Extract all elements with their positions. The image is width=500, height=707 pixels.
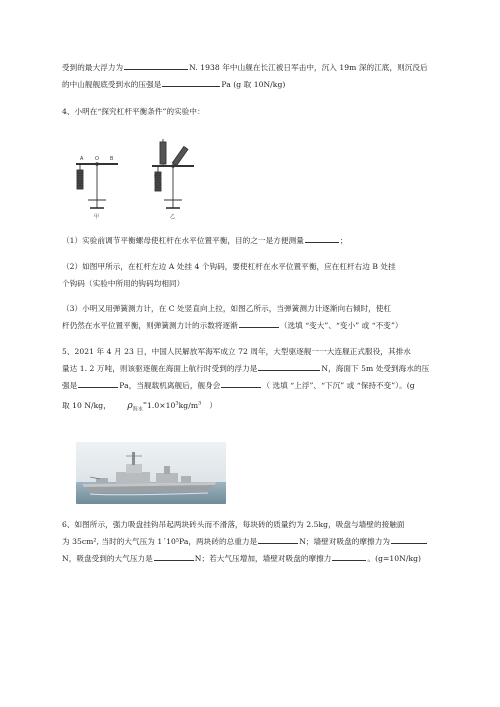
q3-line1 xyxy=(62,59,438,77)
answer-blank[interactable] xyxy=(221,378,261,388)
text: N，吸盘受到的大气压力是 xyxy=(62,554,153,563)
answer-blank[interactable] xyxy=(239,318,279,328)
q5-line2 xyxy=(62,360,438,378)
q4-part2-line2: 个钩码（实验中所用的钩码均相同） xyxy=(62,279,185,288)
q4-part2-line1: （2）如图甲所示，在杠杆左边 A 处挂 4 个钩码，要使杠杆在水平位置平衡，应在杠杆右边 B 处挂 xyxy=(62,262,396,271)
text: （1）实验前调节平衡螺母使杠杆在水平位置平衡，目的之一是方便测量 xyxy=(62,236,304,245)
text: 为 35cm², 当时的大气压为 1ˊ10⁵Pa，两块砖的总重力是 xyxy=(62,537,258,546)
label-o: O xyxy=(95,156,99,162)
exponent: 3 xyxy=(198,400,202,407)
text: N；墙壁对吸盘的摩擦力为 xyxy=(299,537,390,546)
q5-line4 xyxy=(62,397,438,416)
label-c: C xyxy=(154,174,158,180)
exponent: 3 xyxy=(175,400,179,407)
rho-symbol: ρ xyxy=(127,401,133,411)
q4-part3-line1: （3）小明又用弹簧测力计，在 C 处竖直向上拉，如图乙所示，当弹簧测力计逐渐向右倾时，使杠 xyxy=(62,304,392,313)
lever-figure-jia xyxy=(76,163,118,208)
warship-photo xyxy=(76,442,226,504)
text: Pa，当舰载机离舰后，舰身会 xyxy=(119,381,221,390)
approx-symbol: ≈ xyxy=(142,400,148,407)
text: 强是 xyxy=(62,381,78,390)
answer-blank[interactable] xyxy=(124,60,188,70)
text: ） xyxy=(209,401,217,410)
answer-blank[interactable] xyxy=(258,361,320,371)
q6-line1: 6、如图所示，强力吸盘挂钩吊起两块砖头而不滑落，每块砖的质量约为 2.5kg，吸盘与墙壁的接触面 xyxy=(62,520,405,529)
text: ； xyxy=(339,236,348,245)
text: （ 选填 “上浮”、“下沉” 或 “保持不变”）。(g xyxy=(262,381,415,390)
text: 量达 1. 2 万吨，则该驱逐舰在海面上航行时受到的浮力是 xyxy=(62,364,258,373)
warship-image xyxy=(76,442,226,504)
text: N；若大气压增加，墙壁对吸盘的摩擦力 xyxy=(194,554,332,563)
label-jia: 甲 xyxy=(94,215,100,220)
q4-stem: 4、小明在“探究杠杆平衡条件”的实验中： xyxy=(62,107,205,116)
text: N，海面下 5m 处受到海水的压 xyxy=(321,364,430,373)
answer-blank[interactable] xyxy=(391,534,427,544)
text: 杆仍然在水平位置平衡，则弹簧测力计的示数将逐渐 xyxy=(62,321,238,330)
answer-blank[interactable] xyxy=(305,233,339,243)
answer-blank[interactable] xyxy=(154,551,194,561)
text: N. 1938 年中山舰在长江被日军击中，沉入 19m 深的江底，则沉没后 xyxy=(189,63,428,72)
lever-figure-yi xyxy=(152,139,194,208)
text: 取 10 N/kg， xyxy=(62,401,111,410)
answer-blank[interactable] xyxy=(332,551,366,561)
q6-line3 xyxy=(62,550,438,568)
text: 1.0×10 xyxy=(147,401,176,410)
answer-blank[interactable] xyxy=(258,534,298,544)
q3-line2 xyxy=(62,76,438,94)
q4-part1 xyxy=(62,232,438,250)
answer-blank[interactable] xyxy=(78,378,118,388)
rho-subscript: 海水 xyxy=(132,406,143,413)
q4-part3-line2 xyxy=(62,317,438,335)
text: 。(g=10N/kg) xyxy=(367,554,422,563)
text: 受到的最大浮力为 xyxy=(62,63,124,72)
q5-line3 xyxy=(62,377,438,395)
lever-figures xyxy=(66,138,206,222)
text: 的中山舰舰底受到水的压强是 xyxy=(62,80,162,89)
q5-line1: 5、2021 年 4 月 23 日，中国人民解放军海军成立 72 周年，大型驱逐舰一一大连舰正式服役，其排水 xyxy=(62,347,411,356)
text: Pa (g 取 10N/kg) xyxy=(221,80,286,89)
q6-line2 xyxy=(62,533,438,551)
text: （选填 “变大”、“变小” 或 “不变”） xyxy=(279,321,403,330)
text: kg/m xyxy=(178,401,199,410)
label-b: B xyxy=(110,156,114,162)
answer-blank[interactable] xyxy=(162,77,220,87)
label-a: A xyxy=(80,156,84,162)
label-yi: 乙 xyxy=(170,215,176,220)
